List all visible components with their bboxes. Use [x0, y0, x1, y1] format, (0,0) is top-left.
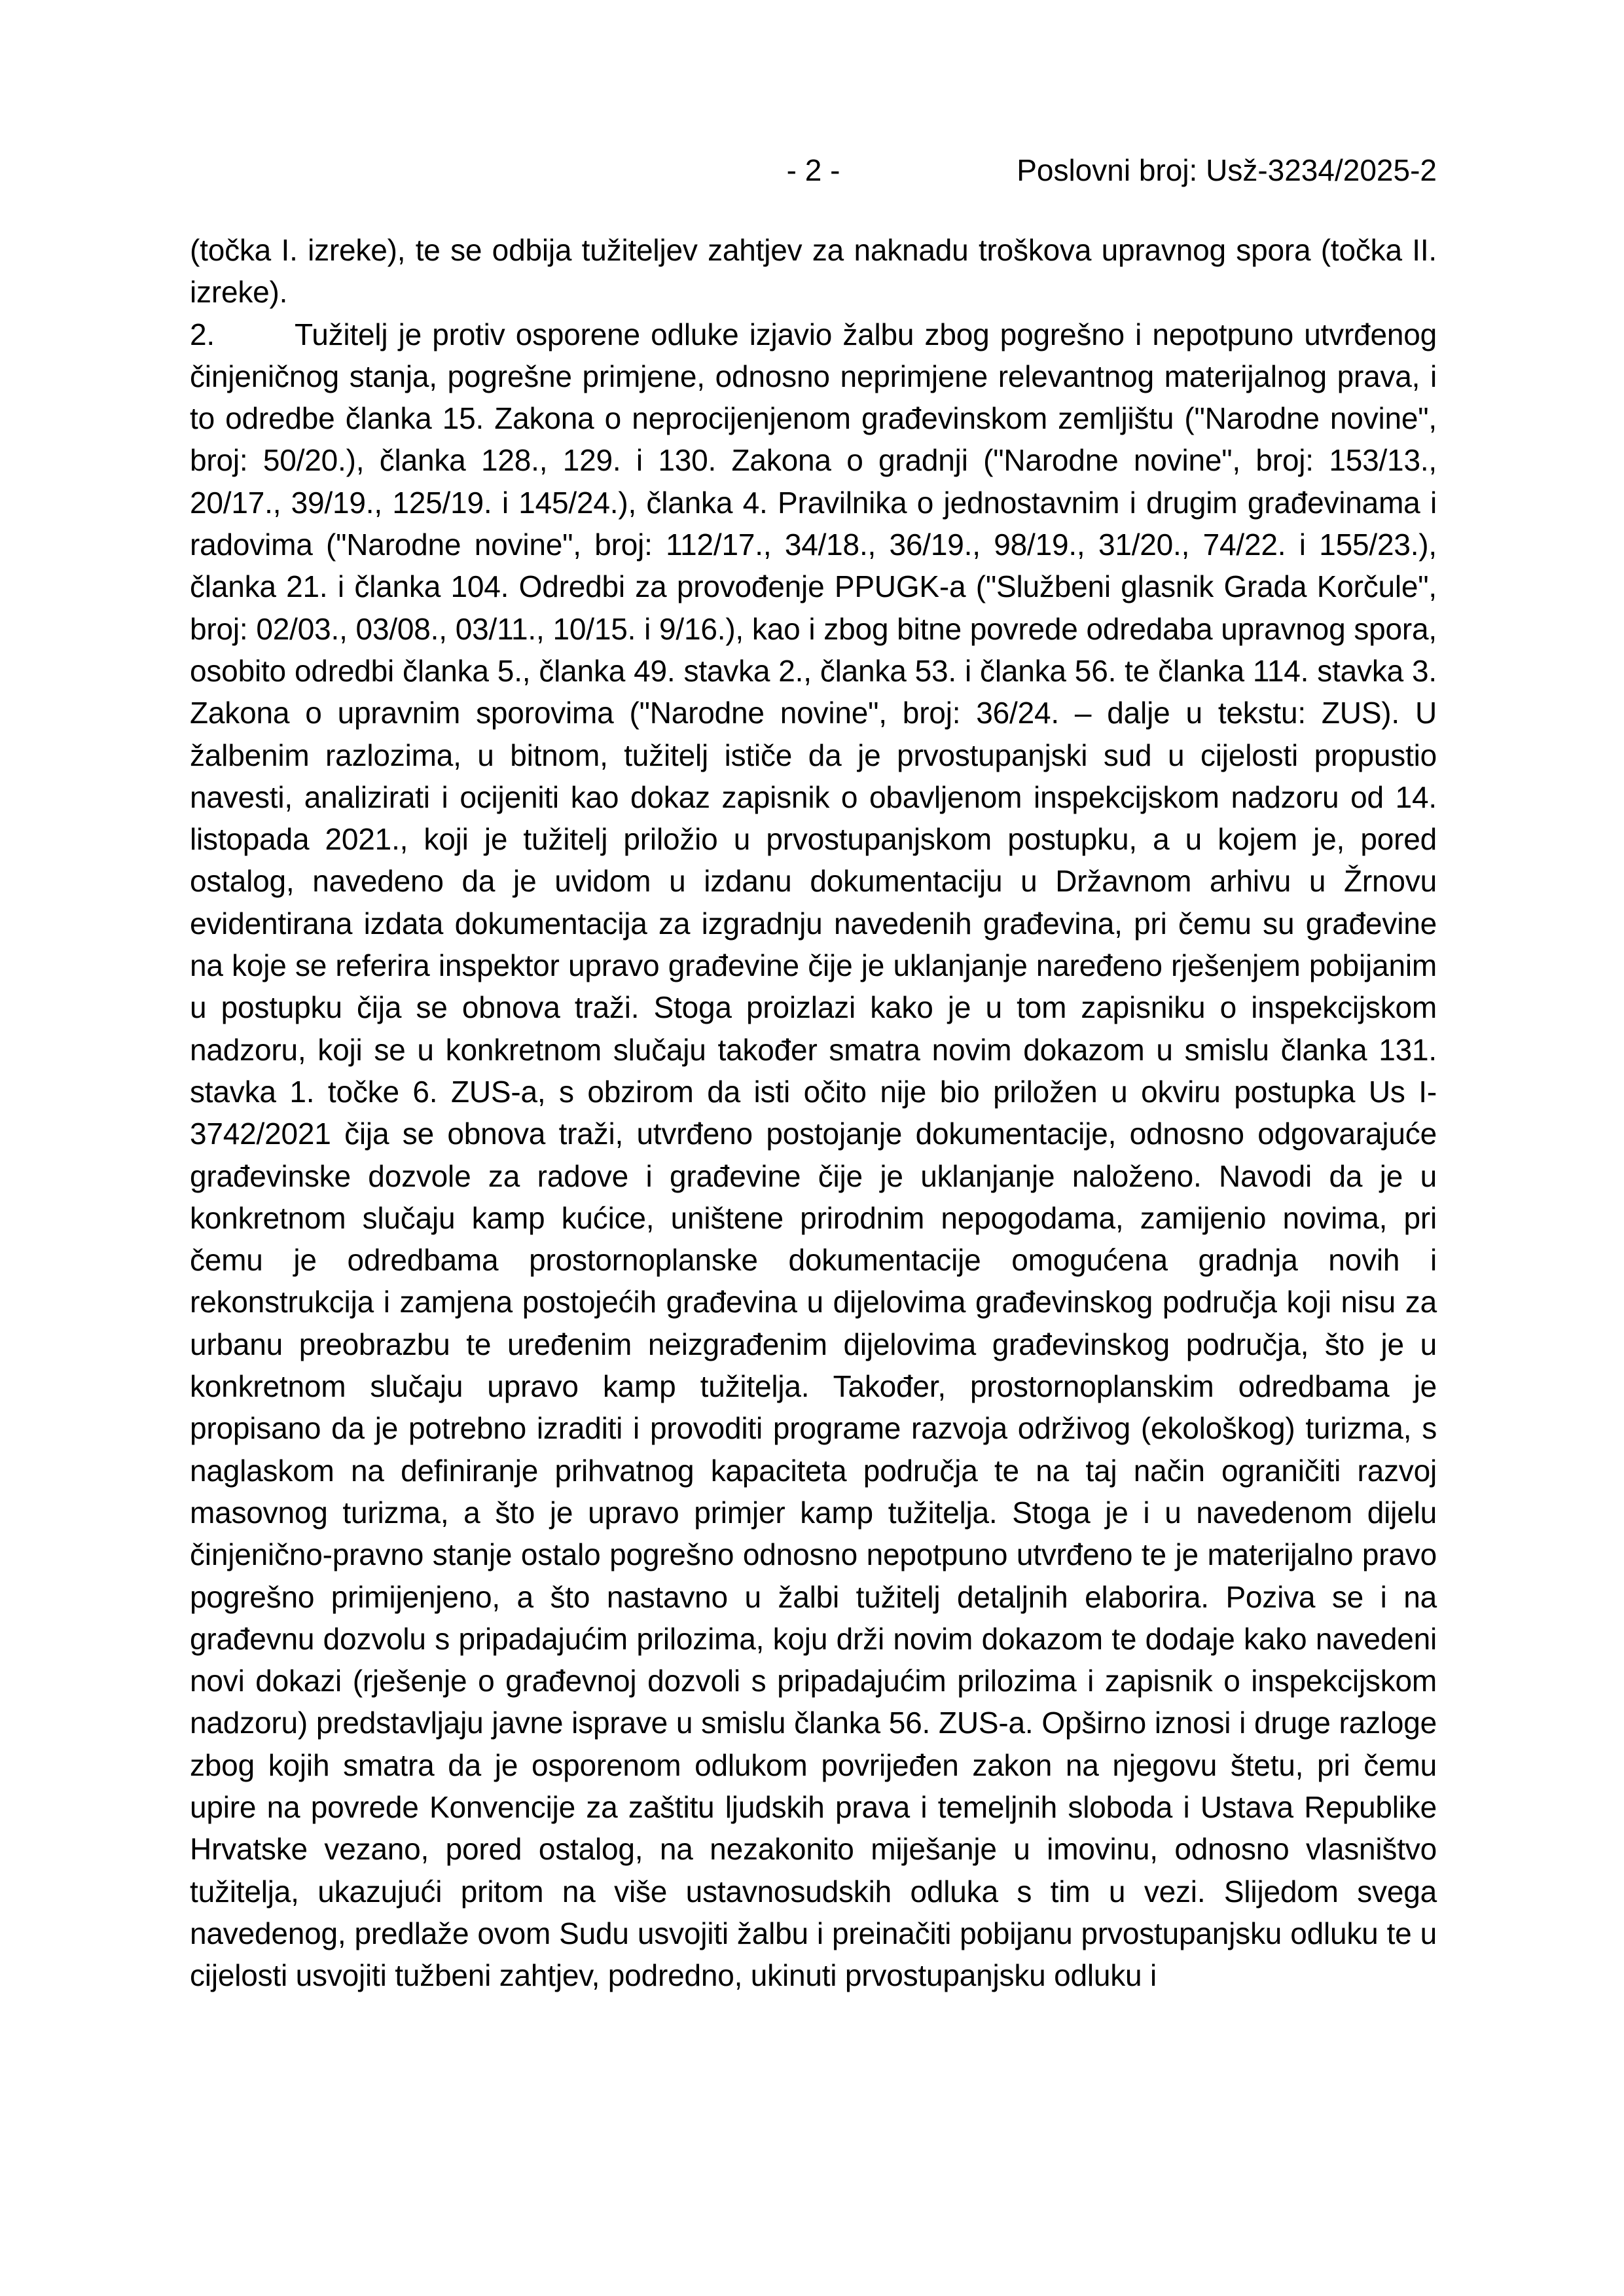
paragraph-text: Tužitelj je protiv osporene odluke izjavio žalbu zbog pogrešno i nepotpuno utvrđenog činjeničnog stanja, pogrešne primjene, odnosno neprimjene relevantnog materijalnog prava, i to odredbe članka 15. Zakona o neprocijenjenom građevinskom zemljištu ("Narodne novine", broj: 50/20.), članka 128., 129. i 130. Zakona o gradnji ("Narodne novine", broj: 153/13., 20/17., 39/19., 125/19. i 145/24.), članka 4. Pravilnika o jednostavnim i drugim građevinama i radovima ("Narodne novine", broj: 112/17., 34/18., 36/19., 98/19., 31/20., 74/22. i 155/23.), članka 21. i članka 104. Odredbi za provođenje PPUGK-a ("Službeni glasnik Grada Korčule", broj: 02/03., 03/08., 03/11., 10/15. i 9/16.), kao i zbog bitne povrede odredaba upravnog spora, osobito odredbi članka 5., članka 49. stavka 2., članka 53. i članka 56. te članka 114. stavka 3. Zakona o upravnim sporovima ("Narodne novine", broj: 36/24. – dalje u tekstu: ZUS). U žalbenim razlozima, u bitnom, tužitelj ističe da je prvostupanjski sud u cijelosti propustio navesti, analizirati i ocijeniti kao dokaz zapisnik o obavljenom inspekcijskom nadzoru od 14. listopada 2021., koji je tužitelj priložio u prvostupanjskom postupku, a u kojem je, pored ostalog, navedeno da je uvidom u izdanu dokumentaciju u Državnom arhivu u Žrnovu evidentirana izdata dokumentacija za izgradnju navedenih građevina, pri čemu su građevine na koje se referira inspektor upravo građevine čije je uklanjanje naređeno rješenjem pobijanim u postupku čija se obnova traži. Stoga proizlazi kako je u tom zapisniku o inspekcijskom nadzoru, koji se u konkretnom slučaju također smatra novim dokazom u smislu članka 131. stavka 1. točke 6. ZUS-a, s obzirom da isti očito nije bio priložen u okviru postupka Us I-3742/2021 čija se obnova traži, utvrđeno postojanje dokumentacije, odnosno odgovarajuće građevinske dozvole za radove i građevine čije je uklanjanje naloženo. Navodi da je u konkretnom slučaju kamp kućice, uništene prirodnim nepogodama, zamijenio novima, pri čemu je odredbama prostornoplanske dokumentacije omogućena gradnja novih i rekonstrukcija i zamjena postojećih građevina u dijelovima građevinskog područja koji nisu za urbanu preobrazbu te uređenim neizgrađenim dijelovima građevinskog područja, što je u konkretnom slučaju upravo kamp tužitelja. Također, prostornoplanskim odredbama je propisano da je potrebno izraditi i provoditi programe razvoja održivog (ekološkog) turizma, s naglaskom na definiranje prihvatnog kapaciteta područja te na taj način ograničiti razvoj masovnog turizma, a što je upravo primjer kamp tužitelja. Stoga je i u navedenom dijelu činjenično-pravno stanje ostalo pogrešno odnosno nepotpuno utvrđeno te je materijalno pravo pogrešno primijenjeno, a što nastavno u žalbi tužitelj detaljnih elaborira. Poziva se i na građevnu dozvolu s pripadajućim prilozima, koju drži novim dokazom te dodaje kako navedeni novi dokazi (rješenje o građevnoj dozvoli s pripadajućim prilozima i zapisnik o inspekcijskom nadzoru) predstavljaju javne isprave u smislu članka 56. ZUS-a. Opširno iznosi i druge razloge zbog kojih smatra da je osporenom odlukom povrijeđen zakon na njegovu štetu, pri čemu upire na povrede Konvencije za zaštitu ljudskih prava i temeljnih sloboda i Ustava Republike Hrvatske vezano, pored ostalog, na nezakonito miješanje u imovinu, odnosno vlasništvo tužitelja, ukazujući pritom na više ustavnosudskih odluka s tim u vezi. Slijedom svega navedenog, predlaže ovom Sudu usvojiti žalbu i preinačiti pobijanu prvostupanjsku odluku te u cijelosti usvojiti tužbeni zahtjev, podredno, ukinuti prvostupanjsku odluku i [190, 317, 1437, 1993]
page-number: - 2 - [786, 153, 840, 187]
paragraph-2 [190, 314, 1437, 1997]
case-number: Poslovni broj: Usž-3234/2025-2 [1017, 153, 1437, 187]
paragraph-continuation [190, 229, 1437, 314]
document-body [190, 229, 1437, 1996]
page-header [190, 149, 1437, 191]
paragraph-text: (točka I. izreke), te se odbija tužiteljev zahtjev za naknadu troškova upravnog spora (točka II. izreke). [190, 233, 1437, 310]
paragraph-number: 2. [190, 317, 215, 351]
